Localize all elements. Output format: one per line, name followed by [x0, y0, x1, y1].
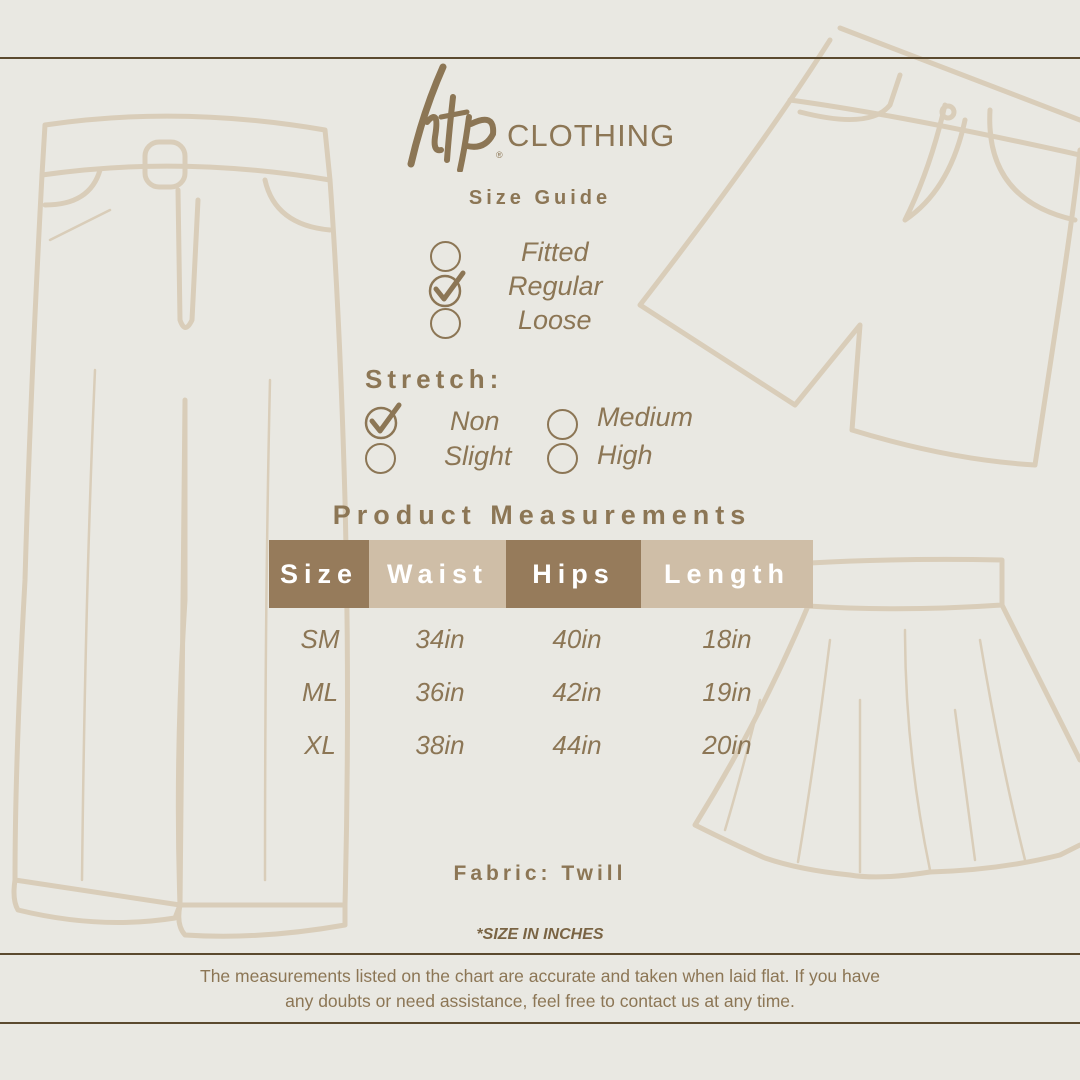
- bottom-rule: [0, 1022, 1080, 1024]
- top-rule: [0, 57, 1080, 59]
- check-icon[interactable]: [428, 270, 466, 308]
- table-cell: 20in: [702, 730, 752, 760]
- stretch-option-non: Non: [450, 406, 500, 436]
- check-icon[interactable]: [364, 402, 402, 440]
- fit-option-fitted: Fitted: [521, 237, 589, 267]
- table-cell: 34in: [415, 624, 465, 654]
- footer-line-2: any doubts or need assistance, feel free to contact us at any time.: [285, 991, 795, 1011]
- table-cell: XL: [304, 730, 336, 760]
- size-note: *SIZE IN INCHES: [476, 926, 604, 943]
- table-header-waist: Waist: [369, 540, 506, 608]
- brand-name: CLOTHING: [507, 118, 676, 153]
- fit-option-regular: Regular: [508, 271, 603, 301]
- table-cell: 42in: [552, 677, 602, 707]
- stretch-title: Stretch:: [365, 364, 504, 394]
- stretch-option-slight: Slight: [444, 441, 512, 471]
- empty-circle-icon[interactable]: [365, 443, 396, 474]
- measurements-title: Product Measurements: [332, 500, 752, 530]
- table-cell: SM: [300, 624, 340, 654]
- empty-circle-icon[interactable]: [430, 241, 461, 272]
- page-subtitle: Size Guide: [468, 187, 612, 209]
- fit-option-loose: Loose: [518, 305, 592, 335]
- stretch-option-medium: Medium: [597, 402, 694, 432]
- stretch-option-high: High: [597, 440, 653, 470]
- table-cell: 44in: [552, 730, 602, 760]
- table-header-length: Length: [641, 540, 813, 608]
- registered-mark: ®: [496, 150, 503, 160]
- table-cell: 19in: [702, 677, 752, 707]
- table-cell: ML: [301, 677, 339, 707]
- table-cell: 18in: [702, 624, 752, 654]
- footer-disclaimer: [140, 964, 940, 1014]
- table-header-size: Size: [269, 540, 369, 608]
- table-cell: 36in: [415, 677, 465, 707]
- table-header-hips: Hips: [506, 540, 641, 608]
- table-cell: 38in: [415, 730, 465, 760]
- empty-circle-icon[interactable]: [430, 308, 461, 339]
- empty-circle-icon[interactable]: [547, 409, 578, 440]
- footer-line-1: The measurements listed on the chart are accurate and taken when laid flat. If you have: [200, 966, 880, 986]
- fabric-label: Fabric: Twill: [453, 862, 627, 885]
- table-cell: 40in: [552, 624, 602, 654]
- footer-top-rule: [0, 953, 1080, 955]
- empty-circle-icon[interactable]: [547, 443, 578, 474]
- brand-logo-mark: [405, 62, 505, 172]
